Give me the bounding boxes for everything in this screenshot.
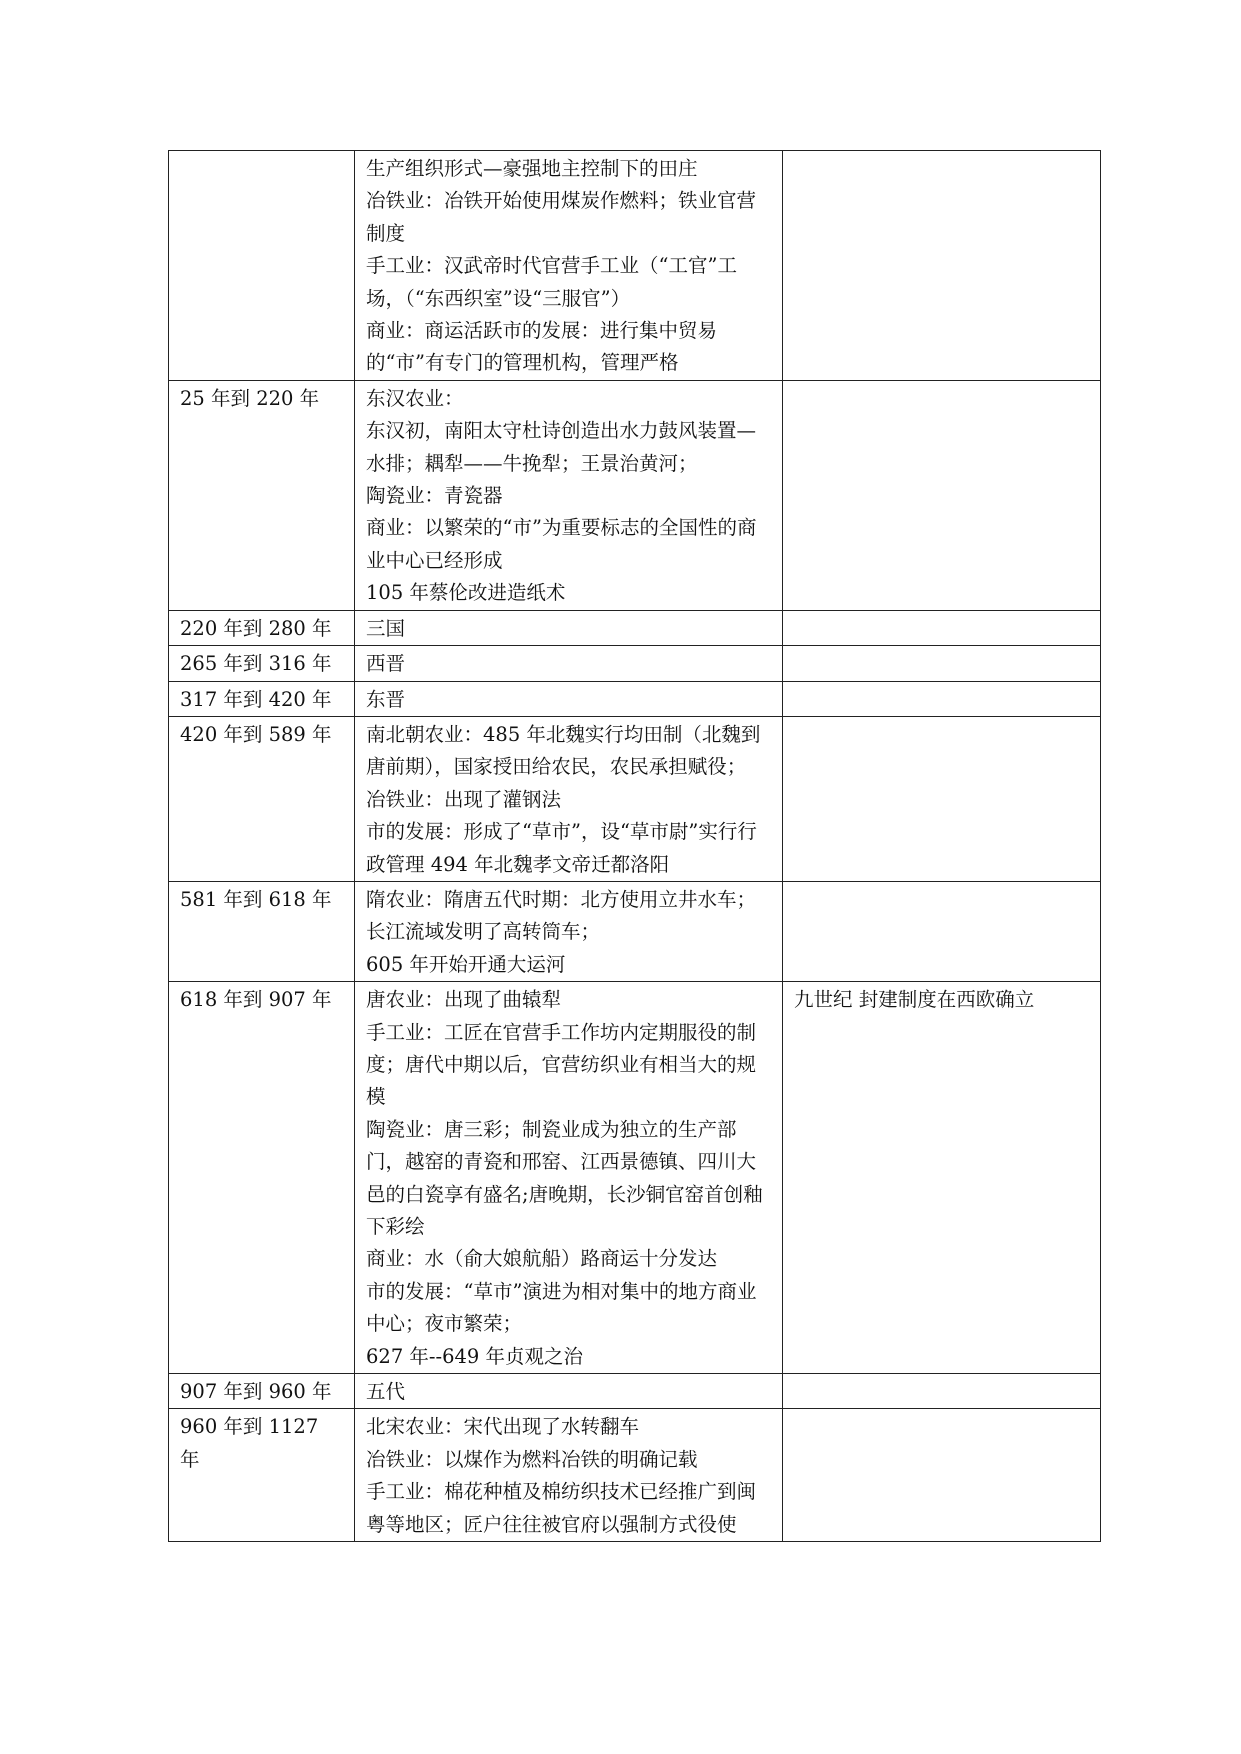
period-cell bbox=[169, 881, 355, 981]
period-text: 265 年到 316 年 bbox=[180, 652, 332, 676]
period-cell bbox=[169, 1374, 355, 1409]
event-line: 生产组织形式—豪强地主控制下的田庄 bbox=[366, 157, 698, 180]
events-cell bbox=[355, 982, 783, 1374]
table-row bbox=[169, 881, 1101, 981]
event-line: 市的发展：“草市”演进为相对集中的地方商业中心；夜市繁荣； bbox=[366, 1279, 757, 1336]
event-line: 冶铁业：以煤作为燃料冶铁的明确记载 bbox=[366, 1447, 698, 1471]
period-text: 220 年到 280 年 bbox=[180, 616, 332, 640]
period-cell bbox=[169, 716, 355, 881]
table-row bbox=[169, 610, 1101, 645]
event-line: 商业：以繁荣的“市”为重要标志的全国性的商业中心已经形成 bbox=[366, 516, 757, 572]
table-row bbox=[169, 151, 1101, 381]
event-line: 南北朝农业：485 年北魏实行均田制（北魏到唐前期），国家授田给农民，农民承担赋役； bbox=[366, 722, 761, 779]
event-line: 627 年--649 年贞观之治 bbox=[366, 1344, 584, 1368]
period-text: 907 年到 960 年 bbox=[180, 1380, 332, 1404]
events-cell bbox=[355, 716, 783, 881]
period-cell bbox=[169, 982, 355, 1374]
event-line: 手工业：棉花种植及棉纺织技术已经推广到闽粤等地区；匠户往往被官府以强制方式役使 bbox=[366, 1480, 757, 1536]
period-cell bbox=[169, 610, 355, 645]
event-line: 西晋 bbox=[366, 652, 406, 676]
event-line: 105 年蔡伦改进造纸术 bbox=[366, 581, 566, 605]
table-row bbox=[169, 1409, 1101, 1542]
world-events-cell bbox=[783, 151, 1101, 381]
world-events-cell bbox=[783, 881, 1101, 981]
events-cell bbox=[355, 151, 783, 381]
world-events-cell bbox=[783, 681, 1101, 716]
event-line: 唐农业：出现了曲辕犁 bbox=[366, 988, 562, 1012]
history-timeline-table bbox=[168, 150, 1101, 1542]
table-row bbox=[169, 716, 1101, 881]
event-line: 东汉农业： bbox=[366, 386, 464, 410]
period-cell bbox=[169, 681, 355, 716]
event-line: 陶瓷业：唐三彩；制瓷业成为独立的生产部门，越窑的青瓷和邢窑、江西景德镇、四川大邑的白瓷享有盛名;唐晚期，长沙铜官窑首创釉下彩绘 bbox=[366, 1117, 763, 1238]
timeline-body bbox=[169, 151, 1101, 1542]
period-text: 420 年到 589 年 bbox=[180, 722, 332, 746]
table-row bbox=[169, 1374, 1101, 1409]
events-cell bbox=[355, 646, 783, 681]
event-line: 陶瓷业：青瓷器 bbox=[366, 484, 503, 508]
event-line: 市的发展：形成了“草市”，设“草市尉”实行行政管理 494 年北魏孝文帝迁都洛阳 bbox=[366, 820, 757, 876]
event-line: 隋农业：隋唐五代时期：北方使用立井水车；长江流域发明了高转筒车； bbox=[366, 887, 757, 944]
period-text: 960 年到 1127 年 bbox=[180, 1415, 325, 1471]
world-events-cell bbox=[783, 982, 1101, 1374]
world-events-cell bbox=[783, 646, 1101, 681]
world-events-cell bbox=[783, 716, 1101, 881]
event-line: 东汉初，南阳太守杜诗创造出水力鼓风装置—水排；耦犁——牛挽犁；王景治黄河； bbox=[366, 419, 757, 475]
document-page bbox=[168, 150, 1100, 1542]
period-cell bbox=[169, 380, 355, 610]
table-row bbox=[169, 982, 1101, 1374]
event-line: 冶铁业：冶铁开始使用煤炭作燃料；铁业官营制度 bbox=[366, 189, 757, 245]
period-text: 25 年到 220 年 bbox=[180, 386, 320, 410]
period-cell bbox=[169, 646, 355, 681]
event-line: 手工业：汉武帝时代官营手工业（“工官”工场，（“东西织室”设“三服官”） bbox=[366, 254, 737, 310]
events-cell bbox=[355, 610, 783, 645]
period-text: 581 年到 618 年 bbox=[180, 887, 332, 911]
period-cell bbox=[169, 1409, 355, 1542]
table-row bbox=[169, 646, 1101, 681]
event-line: 商业：商运活跃市的发展：进行集中贸易的“市”有专门的管理机构，管理严格 bbox=[366, 319, 718, 375]
world-events-cell bbox=[783, 1409, 1101, 1542]
event-line: 东晋 bbox=[366, 687, 406, 711]
event-line: 冶铁业：出现了灌钢法 bbox=[366, 787, 562, 811]
event-line: 北宋农业：宋代出现了水转翻车 bbox=[366, 1415, 640, 1439]
events-cell bbox=[355, 681, 783, 716]
events-cell bbox=[355, 1409, 783, 1542]
table-row bbox=[169, 380, 1101, 610]
period-cell bbox=[169, 151, 355, 381]
world-events-cell bbox=[783, 1374, 1101, 1409]
event-line: 商业：水（俞大娘航船）路商运十分发达 bbox=[366, 1247, 718, 1271]
period-text: 317 年到 420 年 bbox=[180, 687, 332, 711]
events-cell bbox=[355, 881, 783, 981]
world-event-text: 九世纪 封建制度在西欧确立 bbox=[794, 988, 1035, 1012]
world-events-cell bbox=[783, 380, 1101, 610]
period-text: 618 年到 907 年 bbox=[180, 988, 332, 1012]
events-cell bbox=[355, 1374, 783, 1409]
event-line: 605 年开始开通大运河 bbox=[366, 952, 566, 976]
world-events-cell bbox=[783, 610, 1101, 645]
events-cell bbox=[355, 380, 783, 610]
table-row bbox=[169, 681, 1101, 716]
event-line: 手工业：工匠在官营手工作坊内定期服役的制度；唐代中期以后，官营纺织业有相当大的规模 bbox=[366, 1020, 757, 1109]
event-line: 五代 bbox=[366, 1380, 406, 1404]
event-line: 三国 bbox=[366, 616, 406, 640]
